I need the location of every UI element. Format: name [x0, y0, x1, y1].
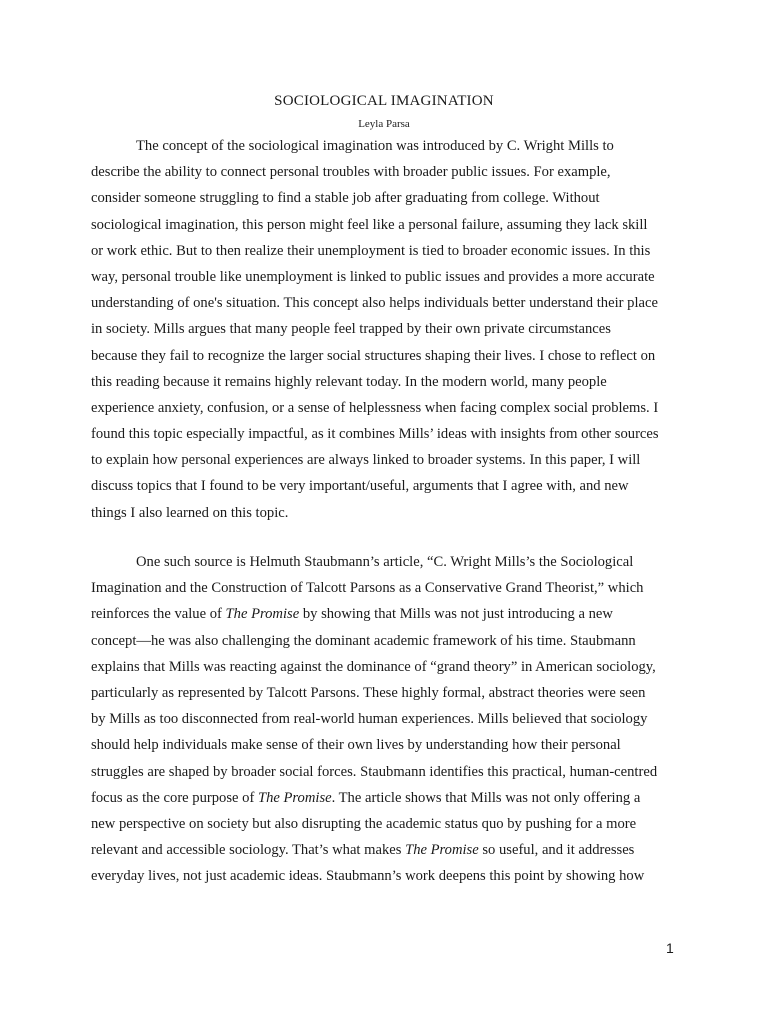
text-run: so useful, and it addresses: [478, 842, 635, 859]
page-number: 1: [666, 940, 674, 956]
paragraph-line: discuss topics that I found to be very important/useful, arguments that I agree with, and new: [91, 478, 629, 495]
book-title-italic: The Promise: [257, 789, 332, 806]
paragraph-line: explains that Mills was reacting against the dominance of “grand theory” in American sociology,: [91, 658, 656, 675]
paragraph-line: new perspective on society but also disrupting the academic status quo by pushing for a more: [91, 815, 637, 832]
paragraph-line: should help individuals make sense of their own lives by understanding how their personal: [91, 737, 621, 754]
paragraph-line: struggles are shaped by broader social forces. Staubmann identifies this practical, human-centred: [91, 763, 658, 780]
paragraph-line: particularly as represented by Talcott Parsons. These highly formal, abstract theories were seen: [91, 684, 646, 701]
paragraph-line: experience anxiety, confusion, or a sense of helplessness when facing complex social problems. I: [91, 399, 659, 416]
paragraph-line: [91, 837, 681, 863]
paragraph-1: [91, 133, 681, 526]
paragraph-line: concept—he was also challenging the dominant academic framework of his time. Staubmann: [91, 632, 636, 649]
text-run: reinforces the value of: [91, 606, 226, 623]
paragraph-line: things I also learned on this topic.: [91, 504, 289, 521]
paragraph-line: understanding of one's situation. This concept also helps individuals better understand their place: [91, 295, 658, 312]
paragraph-line: way, personal trouble like unemployment is linked to public issues and provides a more accurate: [91, 268, 655, 285]
paragraph-line: because they fail to recognize the larger social structures shaping their lives. I chose to reflect on: [91, 347, 656, 364]
paragraph-line: [91, 601, 681, 627]
paragraph-line: everyday lives, not just academic ideas. Staubmann’s work deepens this point by showing how: [91, 868, 645, 885]
paragraph-line: or work ethic. But to then realize their unemployment is tied to broader economic issues. In this: [91, 242, 651, 259]
author-name: Leyla Parsa: [358, 118, 410, 130]
paragraph-line: Imagination and the Construction of Talcott Parsons as a Conservative Grand Theorist,” which: [91, 580, 644, 597]
paragraph-line: to explain how personal experiences are always linked to broader systems. In this paper, I will: [91, 452, 641, 469]
paragraph-line: found this topic especially impactful, as it combines Mills’ ideas with insights from other sources: [91, 426, 659, 443]
book-title-italic: The Promise: [225, 606, 300, 623]
paragraph-line: describe the ability to connect personal troubles with broader public issues. For example,: [91, 164, 611, 181]
paragraph-line: this reading because it remains highly relevant today. In the modern world, many people: [91, 373, 607, 390]
text-run: focus as the core purpose of: [91, 789, 258, 806]
text-run: . The article shows that Mills was not only offering a: [331, 789, 641, 806]
paragraph-line: in society. Mills argues that many people feel trapped by their own private circumstances: [91, 321, 611, 338]
text-run: relevant and accessible sociology. That’s what makes: [91, 842, 406, 859]
paragraph-line: [91, 785, 681, 811]
paragraph-line: The concept of the sociological imagination was introduced by C. Wright Mills to: [136, 138, 614, 154]
paragraph-line: by Mills as too disconnected from real-world human experiences. Mills believed that sociology: [91, 711, 648, 728]
paragraph-line: consider someone struggling to find a stable job after graduating from college. Without: [91, 190, 600, 207]
paragraph-2: [91, 549, 681, 889]
book-title-italic: The Promise: [405, 842, 479, 859]
text-run: by showing that Mills was not just introducing a new: [299, 606, 613, 623]
paragraph-line: One such source is Helmuth Staubmann’s article, “C. Wright Mills’s the Sociological: [136, 554, 634, 570]
page-title: SOCIOLOGICAL IMAGINATION: [274, 93, 494, 109]
paragraph-line: sociological imagination, this person might feel like a personal failure, assuming they lack skill: [91, 216, 648, 233]
